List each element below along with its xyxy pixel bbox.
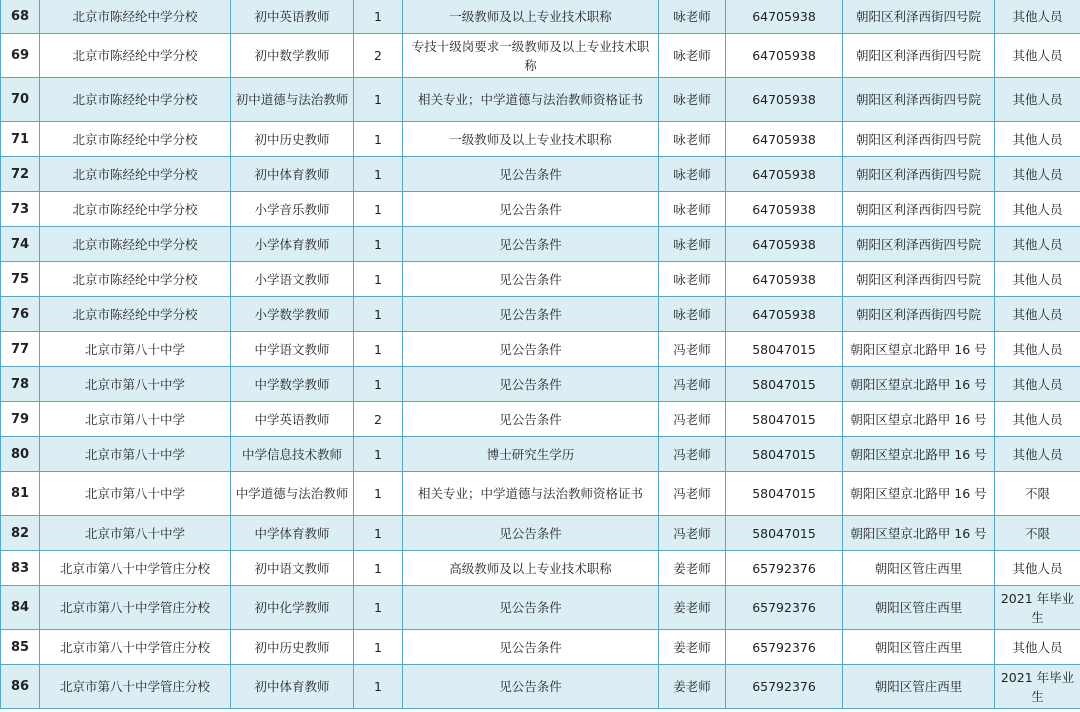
position-cell: 小学体育教师 — [231, 227, 354, 262]
school-name-cell: 北京市第八十中学管庄分校 — [40, 586, 231, 630]
phone-cell: 58047015 — [726, 516, 843, 551]
position-cell: 初中数学教师 — [231, 34, 354, 78]
requirement-cell: 相关专业；中学道德与法治教师资格证书 — [403, 472, 659, 516]
applicant-type-cell: 其他人员 — [995, 262, 1080, 297]
applicant-type-cell: 2021 年毕业生 — [995, 586, 1080, 630]
phone-cell: 65792376 — [726, 551, 843, 586]
hiring-count-cell: 1 — [354, 78, 403, 122]
requirement-cell: 见公告条件 — [403, 297, 659, 332]
requirement-cell: 见公告条件 — [403, 586, 659, 630]
position-cell: 中学体育教师 — [231, 516, 354, 551]
row-number-cell: 83 — [1, 551, 40, 586]
contact-person-cell: 咏老师 — [659, 0, 726, 34]
table-row — [1, 297, 1080, 332]
applicant-type-cell: 不限 — [995, 472, 1080, 516]
applicant-type-cell: 2021 年毕业生 — [995, 665, 1080, 709]
hiring-count-cell: 1 — [354, 586, 403, 630]
row-number-cell: 77 — [1, 332, 40, 367]
applicant-type-cell: 其他人员 — [995, 630, 1080, 665]
school-name-cell: 北京市第八十中学 — [40, 472, 231, 516]
address-cell: 朝阳区管庄西里 — [843, 630, 995, 665]
row-number-cell: 76 — [1, 297, 40, 332]
address-cell: 朝阳区利泽西街四号院 — [843, 157, 995, 192]
applicant-type-cell: 其他人员 — [995, 551, 1080, 586]
hiring-count-cell: 1 — [354, 472, 403, 516]
table-row — [1, 665, 1080, 709]
contact-person-cell: 咏老师 — [659, 122, 726, 157]
requirement-cell: 专技十级岗要求一级教师及以上专业技术职称 — [403, 34, 659, 78]
applicant-type-cell: 其他人员 — [995, 157, 1080, 192]
position-cell: 初中语文教师 — [231, 551, 354, 586]
requirement-cell: 见公告条件 — [403, 262, 659, 297]
applicant-type-cell: 其他人员 — [995, 297, 1080, 332]
school-name-cell: 北京市第八十中学 — [40, 437, 231, 472]
table-row — [1, 586, 1080, 630]
phone-cell: 65792376 — [726, 586, 843, 630]
position-cell: 初中体育教师 — [231, 157, 354, 192]
requirement-cell: 高级教师及以上专业技术职称 — [403, 551, 659, 586]
contact-person-cell: 冯老师 — [659, 367, 726, 402]
hiring-count-cell: 1 — [354, 367, 403, 402]
phone-cell: 64705938 — [726, 227, 843, 262]
address-cell: 朝阳区望京北路甲 16 号 — [843, 332, 995, 367]
position-cell: 小学语文教师 — [231, 262, 354, 297]
hiring-count-cell: 2 — [354, 402, 403, 437]
table-row — [1, 122, 1080, 157]
contact-person-cell: 姜老师 — [659, 586, 726, 630]
address-cell: 朝阳区望京北路甲 16 号 — [843, 402, 995, 437]
applicant-type-cell: 其他人员 — [995, 122, 1080, 157]
phone-cell: 58047015 — [726, 402, 843, 437]
school-name-cell: 北京市陈经纶中学分校 — [40, 262, 231, 297]
address-cell: 朝阳区利泽西街四号院 — [843, 297, 995, 332]
hiring-count-cell: 1 — [354, 665, 403, 709]
table-row — [1, 157, 1080, 192]
row-number-cell: 68 — [1, 0, 40, 34]
applicant-type-cell: 其他人员 — [995, 34, 1080, 78]
phone-cell: 58047015 — [726, 472, 843, 516]
phone-cell: 64705938 — [726, 192, 843, 227]
position-cell: 中学语文教师 — [231, 332, 354, 367]
address-cell: 朝阳区利泽西街四号院 — [843, 34, 995, 78]
table-row — [1, 192, 1080, 227]
contact-person-cell: 咏老师 — [659, 78, 726, 122]
school-name-cell: 北京市第八十中学 — [40, 332, 231, 367]
table-row — [1, 34, 1080, 78]
school-name-cell: 北京市第八十中学管庄分校 — [40, 551, 231, 586]
requirement-cell: 见公告条件 — [403, 367, 659, 402]
hiring-count-cell: 1 — [354, 332, 403, 367]
hiring-count-cell: 1 — [354, 437, 403, 472]
requirement-cell: 见公告条件 — [403, 332, 659, 367]
contact-person-cell: 姜老师 — [659, 630, 726, 665]
row-number-cell: 81 — [1, 472, 40, 516]
hiring-count-cell: 1 — [354, 551, 403, 586]
address-cell: 朝阳区利泽西街四号院 — [843, 0, 995, 34]
requirement-cell: 博士研究生学历 — [403, 437, 659, 472]
hiring-count-cell: 1 — [354, 157, 403, 192]
address-cell: 朝阳区利泽西街四号院 — [843, 192, 995, 227]
hiring-count-cell: 1 — [354, 227, 403, 262]
address-cell: 朝阳区望京北路甲 16 号 — [843, 516, 995, 551]
requirement-cell: 相关专业；中学道德与法治教师资格证书 — [403, 78, 659, 122]
row-number-cell: 80 — [1, 437, 40, 472]
address-cell: 朝阳区望京北路甲 16 号 — [843, 437, 995, 472]
row-number-cell: 70 — [1, 78, 40, 122]
position-cell: 初中体育教师 — [231, 665, 354, 709]
school-name-cell: 北京市陈经纶中学分校 — [40, 0, 231, 34]
requirement-cell: 一级教师及以上专业技术职称 — [403, 122, 659, 157]
contact-person-cell: 咏老师 — [659, 262, 726, 297]
position-cell: 初中历史教师 — [231, 630, 354, 665]
hiring-count-cell: 1 — [354, 0, 403, 34]
address-cell: 朝阳区利泽西街四号院 — [843, 227, 995, 262]
table-row — [1, 78, 1080, 122]
row-number-cell: 84 — [1, 586, 40, 630]
school-name-cell: 北京市第八十中学 — [40, 402, 231, 437]
contact-person-cell: 咏老师 — [659, 157, 726, 192]
applicant-type-cell: 其他人员 — [995, 367, 1080, 402]
row-number-cell: 72 — [1, 157, 40, 192]
table-row — [1, 227, 1080, 262]
table-row — [1, 367, 1080, 402]
table-row — [1, 262, 1080, 297]
row-number-cell: 73 — [1, 192, 40, 227]
hiring-count-cell: 1 — [354, 630, 403, 665]
hiring-count-cell: 1 — [354, 516, 403, 551]
table-row — [1, 437, 1080, 472]
requirement-cell: 一级教师及以上专业技术职称 — [403, 0, 659, 34]
contact-person-cell: 冯老师 — [659, 472, 726, 516]
position-cell: 初中道德与法治教师 — [231, 78, 354, 122]
table-row — [1, 0, 1080, 34]
phone-cell: 64705938 — [726, 157, 843, 192]
position-cell: 初中化学教师 — [231, 586, 354, 630]
phone-cell: 64705938 — [726, 297, 843, 332]
row-number-cell: 86 — [1, 665, 40, 709]
applicant-type-cell: 其他人员 — [995, 437, 1080, 472]
row-number-cell: 75 — [1, 262, 40, 297]
school-name-cell: 北京市第八十中学管庄分校 — [40, 630, 231, 665]
requirement-cell: 见公告条件 — [403, 665, 659, 709]
position-cell: 初中英语教师 — [231, 0, 354, 34]
table-row — [1, 630, 1080, 665]
school-name-cell: 北京市陈经纶中学分校 — [40, 78, 231, 122]
contact-person-cell: 冯老师 — [659, 332, 726, 367]
table-row — [1, 402, 1080, 437]
row-number-cell: 82 — [1, 516, 40, 551]
hiring-count-cell: 1 — [354, 262, 403, 297]
contact-person-cell: 冯老师 — [659, 402, 726, 437]
row-number-cell: 79 — [1, 402, 40, 437]
row-number-cell: 78 — [1, 367, 40, 402]
phone-cell: 64705938 — [726, 122, 843, 157]
phone-cell: 58047015 — [726, 332, 843, 367]
requirement-cell: 见公告条件 — [403, 157, 659, 192]
hiring-count-cell: 1 — [354, 122, 403, 157]
school-name-cell: 北京市陈经纶中学分校 — [40, 297, 231, 332]
address-cell: 朝阳区利泽西街四号院 — [843, 78, 995, 122]
contact-person-cell: 咏老师 — [659, 34, 726, 78]
school-name-cell: 北京市陈经纶中学分校 — [40, 34, 231, 78]
position-cell: 小学音乐教师 — [231, 192, 354, 227]
contact-person-cell: 冯老师 — [659, 437, 726, 472]
phone-cell: 58047015 — [726, 437, 843, 472]
applicant-type-cell: 不限 — [995, 516, 1080, 551]
position-cell: 中学英语教师 — [231, 402, 354, 437]
address-cell: 朝阳区管庄西里 — [843, 665, 995, 709]
address-cell: 朝阳区利泽西街四号院 — [843, 122, 995, 157]
contact-person-cell: 姜老师 — [659, 665, 726, 709]
school-name-cell: 北京市陈经纶中学分校 — [40, 157, 231, 192]
row-number-cell: 69 — [1, 34, 40, 78]
school-name-cell: 北京市陈经纶中学分校 — [40, 227, 231, 262]
position-cell: 中学信息技术教师 — [231, 437, 354, 472]
row-number-cell: 74 — [1, 227, 40, 262]
contact-person-cell: 咏老师 — [659, 297, 726, 332]
contact-person-cell: 姜老师 — [659, 551, 726, 586]
school-name-cell: 北京市第八十中学 — [40, 516, 231, 551]
applicant-type-cell: 其他人员 — [995, 192, 1080, 227]
hiring-count-cell: 1 — [354, 192, 403, 227]
requirement-cell: 见公告条件 — [403, 192, 659, 227]
hiring-count-cell: 1 — [354, 297, 403, 332]
phone-cell: 64705938 — [726, 34, 843, 78]
phone-cell: 58047015 — [726, 367, 843, 402]
requirement-cell: 见公告条件 — [403, 402, 659, 437]
requirement-cell: 见公告条件 — [403, 516, 659, 551]
address-cell: 朝阳区望京北路甲 16 号 — [843, 472, 995, 516]
school-name-cell: 北京市第八十中学 — [40, 367, 231, 402]
address-cell: 朝阳区管庄西里 — [843, 586, 995, 630]
address-cell: 朝阳区管庄西里 — [843, 551, 995, 586]
requirement-cell: 见公告条件 — [403, 227, 659, 262]
contact-person-cell: 咏老师 — [659, 227, 726, 262]
phone-cell: 64705938 — [726, 78, 843, 122]
hiring-count-cell: 2 — [354, 34, 403, 78]
applicant-type-cell: 其他人员 — [995, 78, 1080, 122]
row-number-cell: 85 — [1, 630, 40, 665]
position-cell: 小学数学教师 — [231, 297, 354, 332]
table-row — [1, 516, 1080, 551]
applicant-type-cell: 其他人员 — [995, 402, 1080, 437]
position-cell: 初中历史教师 — [231, 122, 354, 157]
address-cell: 朝阳区利泽西街四号院 — [843, 262, 995, 297]
phone-cell: 64705938 — [726, 262, 843, 297]
phone-cell: 65792376 — [726, 665, 843, 709]
position-cell: 中学数学教师 — [231, 367, 354, 402]
table-body — [1, 0, 1080, 709]
applicant-type-cell: 其他人员 — [995, 0, 1080, 34]
school-name-cell: 北京市陈经纶中学分校 — [40, 122, 231, 157]
phone-cell: 65792376 — [726, 630, 843, 665]
applicant-type-cell: 其他人员 — [995, 227, 1080, 262]
phone-cell: 64705938 — [726, 0, 843, 34]
position-cell: 中学道德与法治教师 — [231, 472, 354, 516]
table-row — [1, 472, 1080, 516]
contact-person-cell: 冯老师 — [659, 516, 726, 551]
school-name-cell: 北京市陈经纶中学分校 — [40, 192, 231, 227]
table-row — [1, 551, 1080, 586]
row-number-cell: 71 — [1, 122, 40, 157]
requirement-cell: 见公告条件 — [403, 630, 659, 665]
address-cell: 朝阳区望京北路甲 16 号 — [843, 367, 995, 402]
table-row — [1, 332, 1080, 367]
applicant-type-cell: 其他人员 — [995, 332, 1080, 367]
contact-person-cell: 咏老师 — [659, 192, 726, 227]
school-name-cell: 北京市第八十中学管庄分校 — [40, 665, 231, 709]
